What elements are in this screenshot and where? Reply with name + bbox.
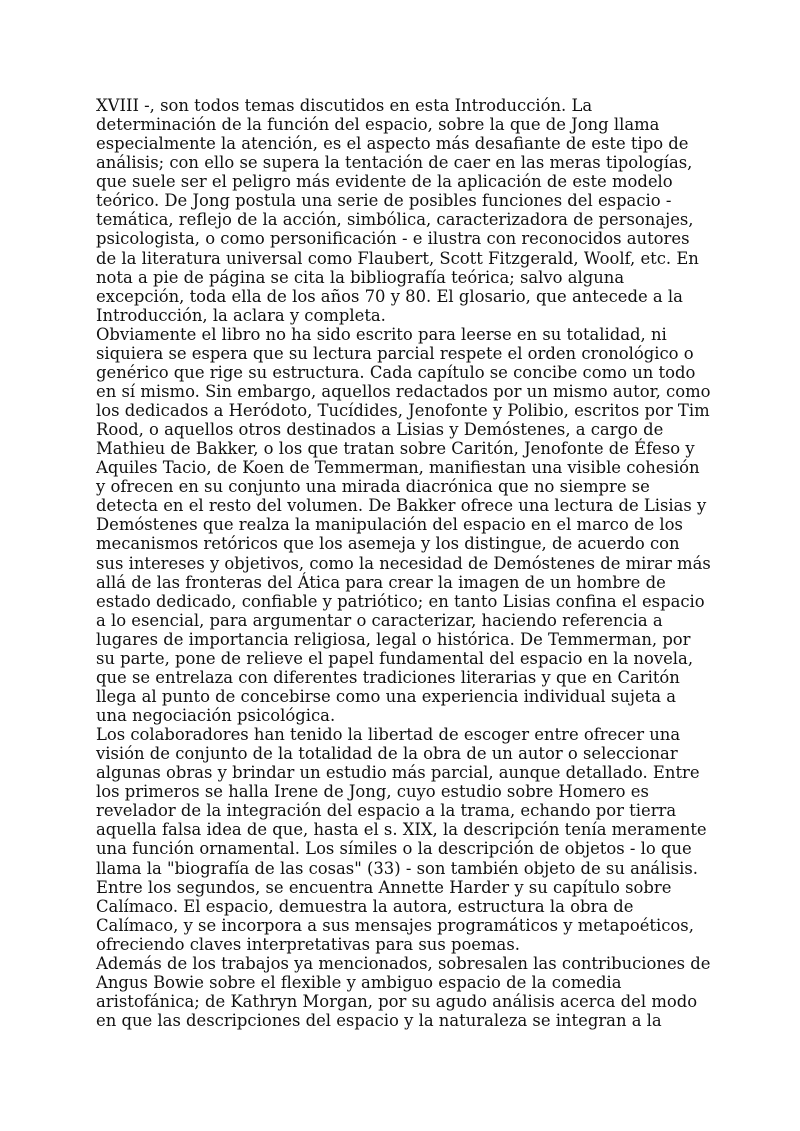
paragraph-1: XVIII -, son todos temas discutidos en esta Introducción. La determinación de la función del espacio, sobre la que de Jong llama especialmente la atención, es el aspecto más desafiante de este tipo de análisis; con ello se supera la tentación de caer en las meras tipologías, que suele ser el peligro más evidente de la aplicación de este modelo teórico. De Jong postula una serie de posibles funciones del espacio - temática, reflejo de la acción, simbólica, caracterizadora de personajes, psicologista, o como personificación - e ilustra con reconocidos autores de la literatura universal como Flaubert, Scott Fitzgerald, Woolf, etc. En nota a pie de página se cita la bibliografía teórica; salvo alguna excepción, toda ella de los años 70 y 80. El glosario, que antecede a la Introducción, la aclara y completa. [96, 96, 699, 325]
paragraph-4: Además de los trabajos ya mencionados, sobresalen las contribuciones de Angus Bowie sobre el flexible y ambiguo espacio de la comedia aristofánica; de Kathryn Morgan, por su agudo análisis acerca del modo en que las descripciones del espacio y la naturaleza se integran a la [96, 953, 711, 1030]
paragraph-3: Los colaboradores han tenido la libertad de escoger entre ofrecer una visión de conjunto de la totalidad de la obra de un autor o seleccionar algunas obras y brindar un estudio más parcial, aunque detallado. Entre los primeros se halla Irene de Jong, cuyo estudio sobre Homero es revelador de la integración del espacio a la trama, echando por tierra aquella falsa idea de que, hasta el s. XIX, la descripción tenía meramente una función ornamental. Los símiles o la descripción de objetos - lo que llama la "biografía de las cosas" (33) - son también objeto de su análisis. Entre los segundos, se encuentra Annette Harder y su capítulo sobre Calímaco. El espacio, demuestra la autora, estructura la obra de Calímaco, y se incorpora a sus mensajes programáticos y metapoéticos, ofreciendo claves interpretativas para sus poemas. [96, 725, 707, 954]
document-page [96, 96, 712, 1030]
paragraph-2: Obviamente el libro no ha sido escrito para leerse en su totalidad, ni siquiera se espera que su lectura parcial respete el orden cronológico o genérico que rige su estructura. Cada capítulo se concibe como un todo en sí mismo. Sin embargo, aquellos redactados por un mismo autor, como los dedicados a Heródoto, Tucídides, Jenofonte y Polibio, escritos por Tim Rood, o aquellos otros destinados a Lisias y Demóstenes, a cargo de Mathieu de Bakker, o los que tratan sobre Caritón, Jenofonte de Éfeso y Aquiles Tacio, de Koen de Temmerman, manifiestan una visible cohesión y ofrecen en su conjunto una mirada diacrónica que no siempre se detecta en el resto del volumen. De Bakker ofrece una lectura de Lisias y Demóstenes que realza la manipulación del espacio en el marco de los mecanismos retóricos que los asemeja y los distingue, de acuerdo con sus intereses y objetivos, como la necesidad de Demóstenes de mirar más allá de las fronteras del Ática para crear la imagen de un hombre de estado dedicado, confiable y patriótico; en tanto Lisias confina el espacio a lo esencial, para argumentar o caracterizar, haciendo referencia a lugares de importancia religiosa, legal o histórica. De Temmerman, por su parte, pone de relieve el papel fundamental del espacio en la novela, que se entrelaza con diferentes tradiciones literarias y que en Caritón llega al punto de concebirse como una experiencia individual sujeta a una negociación psicológica. [96, 324, 711, 725]
